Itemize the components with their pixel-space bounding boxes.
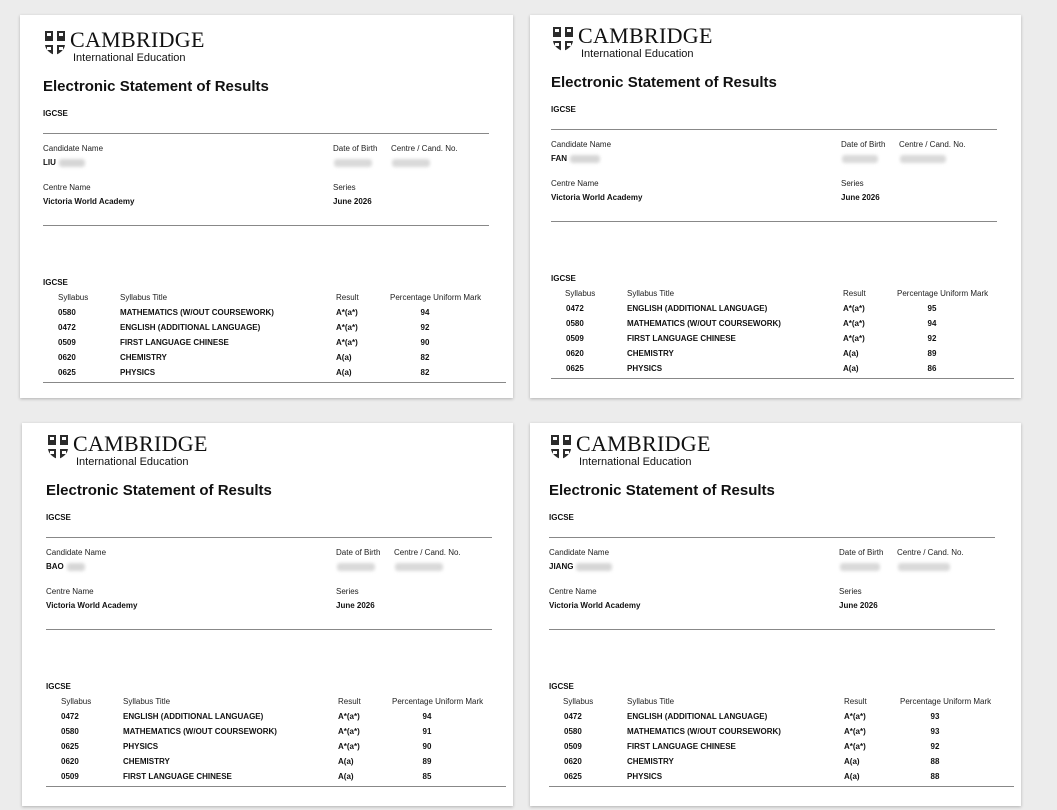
syllabus-title: ENGLISH (ADDITIONAL LANGUAGE) xyxy=(123,712,264,721)
redacted-centre-cand-no xyxy=(395,563,443,571)
percentage-uniform-mark: 93 xyxy=(930,712,940,721)
brand-name: CAMBRIDGE xyxy=(578,23,713,48)
centre-cand-no-label: Centre / Cand. No. xyxy=(391,144,458,153)
cambridge-shield-icon xyxy=(44,30,66,56)
grade: A(a) xyxy=(843,349,859,358)
cambridge-shield-icon xyxy=(552,26,574,52)
divider xyxy=(551,378,1014,379)
redacted-centre-cand-no xyxy=(392,159,430,167)
candidate-name-label: Candidate Name xyxy=(551,140,612,149)
brand-name: CAMBRIDGE xyxy=(70,27,205,52)
result-row xyxy=(530,772,1021,787)
syllabus-code: 0580 xyxy=(566,319,584,328)
brand-subtitle: International Education xyxy=(76,456,189,468)
brand-name: CAMBRIDGE xyxy=(576,431,711,456)
result-row xyxy=(22,727,513,742)
percentage-uniform-mark: 86 xyxy=(927,364,937,373)
cambridge-logo xyxy=(44,29,205,64)
brand-name: CAMBRIDGE xyxy=(73,431,208,456)
result-statement-card xyxy=(530,15,1021,398)
redacted-date-of-birth xyxy=(840,563,880,571)
syllabus-code: 0620 xyxy=(61,757,79,766)
date-of-birth-label: Date of Birth xyxy=(336,548,381,557)
percentage-uniform-mark: 85 xyxy=(422,772,432,781)
syllabus-code: 0472 xyxy=(564,712,582,721)
result-statement-card xyxy=(530,423,1021,806)
qualification-label: IGCSE xyxy=(551,105,576,114)
syllabus-column-header: Syllabus xyxy=(565,289,596,298)
syllabus-code: 0472 xyxy=(61,712,79,721)
syllabus-code: 0625 xyxy=(564,772,582,781)
grade: A*(a*) xyxy=(843,304,865,313)
percentage-uniform-mark: 95 xyxy=(927,304,937,313)
brand-text xyxy=(576,433,711,468)
centre-name-value: Victoria World Academy xyxy=(46,601,138,610)
results-section-title: IGCSE xyxy=(46,682,71,691)
syllabus-title: MATHEMATICS (W/OUT COURSEWORK) xyxy=(123,727,277,736)
result-row xyxy=(530,364,1021,379)
syllabus-title: PHYSICS xyxy=(123,742,159,751)
redacted-given-name xyxy=(67,563,85,571)
qualification-label: IGCSE xyxy=(43,109,68,118)
grade: A(a) xyxy=(338,772,354,781)
divider xyxy=(549,629,995,630)
percentage-uniform-mark: 89 xyxy=(422,757,432,766)
pum-column-header: Percentage Uniform Mark xyxy=(392,697,484,706)
syllabus-code: 0509 xyxy=(58,338,76,347)
grade: A*(a*) xyxy=(336,323,358,332)
brand-text xyxy=(70,29,205,64)
centre-name-value: Victoria World Academy xyxy=(43,197,135,206)
redacted-given-name xyxy=(576,563,612,571)
syllabus-title: FIRST LANGUAGE CHINESE xyxy=(123,772,232,781)
redacted-centre-cand-no xyxy=(900,155,946,163)
grade: A*(a*) xyxy=(338,727,360,736)
percentage-uniform-mark: 94 xyxy=(422,712,432,721)
result-row xyxy=(22,742,513,757)
brand-subtitle: International Education xyxy=(581,48,694,60)
percentage-uniform-mark: 88 xyxy=(930,757,940,766)
qualification-label: IGCSE xyxy=(46,513,71,522)
document-title: Electronic Statement of Results xyxy=(46,482,272,499)
divider xyxy=(46,786,506,787)
result-row xyxy=(530,304,1021,319)
syllabus-code: 0625 xyxy=(61,742,79,751)
percentage-uniform-mark: 89 xyxy=(927,349,937,358)
qualification-label: IGCSE xyxy=(549,513,574,522)
result-column-header: Result xyxy=(844,697,867,706)
syllabus-title-column-header: Syllabus Title xyxy=(120,293,168,302)
date-of-birth-label: Date of Birth xyxy=(841,140,886,149)
document-title: Electronic Statement of Results xyxy=(43,78,269,95)
cambridge-logo xyxy=(550,433,711,468)
syllabus-title: FIRST LANGUAGE CHINESE xyxy=(627,334,736,343)
series-value: June 2026 xyxy=(336,601,375,610)
candidate-surname: FAN xyxy=(551,154,567,163)
candidate-surname: BAO xyxy=(46,562,64,571)
syllabus-code: 0625 xyxy=(566,364,584,373)
percentage-uniform-mark: 92 xyxy=(927,334,937,343)
cambridge-logo xyxy=(552,25,713,60)
brand-text xyxy=(578,25,713,60)
date-of-birth-label: Date of Birth xyxy=(839,548,884,557)
result-row xyxy=(20,323,513,338)
syllabus-title: ENGLISH (ADDITIONAL LANGUAGE) xyxy=(120,323,261,332)
syllabus-title-column-header: Syllabus Title xyxy=(123,697,171,706)
syllabus-title-column-header: Syllabus Title xyxy=(627,697,675,706)
series-value: June 2026 xyxy=(841,193,880,202)
divider xyxy=(43,225,489,226)
percentage-uniform-mark: 92 xyxy=(930,742,940,751)
candidate-surname: LIU xyxy=(43,158,56,167)
syllabus-title: MATHEMATICS (W/OUT COURSEWORK) xyxy=(120,308,274,317)
grade: A(a) xyxy=(336,368,352,377)
grade: A*(a*) xyxy=(844,727,866,736)
percentage-uniform-mark: 90 xyxy=(422,742,432,751)
grade: A(a) xyxy=(844,757,860,766)
centre-name-label: Centre Name xyxy=(551,179,599,188)
cambridge-logo xyxy=(47,433,208,468)
candidate-surname: JIANG xyxy=(549,562,574,571)
result-row xyxy=(530,712,1021,727)
syllabus-title: CHEMISTRY xyxy=(123,757,170,766)
syllabus-code: 0509 xyxy=(564,742,582,751)
grade: A(a) xyxy=(338,757,354,766)
divider xyxy=(43,382,506,383)
grade: A*(a*) xyxy=(844,712,866,721)
centre-name-label: Centre Name xyxy=(46,587,94,596)
percentage-uniform-mark: 90 xyxy=(420,338,430,347)
divider xyxy=(46,537,492,538)
syllabus-code: 0509 xyxy=(566,334,584,343)
syllabus-code: 0620 xyxy=(564,757,582,766)
result-row xyxy=(530,349,1021,364)
syllabus-title: PHYSICS xyxy=(120,368,156,377)
results-section-title: IGCSE xyxy=(551,274,576,283)
candidate-name-label: Candidate Name xyxy=(46,548,107,557)
cambridge-shield-icon xyxy=(47,434,69,460)
candidate-name-value xyxy=(551,154,600,163)
document-title: Electronic Statement of Results xyxy=(549,482,775,499)
syllabus-title: ENGLISH (ADDITIONAL LANGUAGE) xyxy=(627,304,768,313)
syllabus-title: FIRST LANGUAGE CHINESE xyxy=(120,338,229,347)
percentage-uniform-mark: 94 xyxy=(420,308,430,317)
redacted-given-name xyxy=(59,159,85,167)
result-row xyxy=(20,353,513,368)
grade: A(a) xyxy=(844,772,860,781)
pum-column-header: Percentage Uniform Mark xyxy=(390,293,482,302)
series-value: June 2026 xyxy=(839,601,878,610)
syllabus-code: 0472 xyxy=(58,323,76,332)
redacted-date-of-birth xyxy=(842,155,878,163)
syllabus-code: 0580 xyxy=(58,308,76,317)
syllabus-code: 0580 xyxy=(564,727,582,736)
divider xyxy=(549,537,995,538)
grade: A*(a*) xyxy=(336,308,358,317)
syllabus-code: 0580 xyxy=(61,727,79,736)
result-row xyxy=(20,368,513,383)
syllabus-title: MATHEMATICS (W/OUT COURSEWORK) xyxy=(627,727,781,736)
candidate-name-value xyxy=(549,562,612,571)
candidate-name-label: Candidate Name xyxy=(549,548,610,557)
syllabus-title: CHEMISTRY xyxy=(627,349,674,358)
result-row xyxy=(20,338,513,353)
percentage-uniform-mark: 82 xyxy=(420,368,430,377)
centre-cand-no-label: Centre / Cand. No. xyxy=(899,140,966,149)
series-label: Series xyxy=(839,587,862,596)
syllabus-code: 0625 xyxy=(58,368,76,377)
syllabus-column-header: Syllabus xyxy=(563,697,594,706)
grade: A*(a*) xyxy=(336,338,358,347)
syllabus-title: PHYSICS xyxy=(627,772,663,781)
centre-cand-no-label: Centre / Cand. No. xyxy=(897,548,964,557)
syllabus-column-header: Syllabus xyxy=(58,293,89,302)
date-of-birth-label: Date of Birth xyxy=(333,144,378,153)
result-row xyxy=(530,757,1021,772)
results-section-title: IGCSE xyxy=(549,682,574,691)
result-row xyxy=(530,334,1021,349)
syllabus-code: 0472 xyxy=(566,304,584,313)
syllabus-title: ENGLISH (ADDITIONAL LANGUAGE) xyxy=(627,712,768,721)
divider xyxy=(43,133,489,134)
syllabus-code: 0620 xyxy=(566,349,584,358)
syllabus-title: CHEMISTRY xyxy=(627,757,674,766)
result-statement-card xyxy=(20,15,513,398)
brand-text xyxy=(73,433,208,468)
result-row xyxy=(22,757,513,772)
redacted-given-name xyxy=(570,155,600,163)
result-row xyxy=(22,712,513,727)
grade: A*(a*) xyxy=(338,712,360,721)
result-row xyxy=(20,308,513,323)
result-row xyxy=(530,319,1021,334)
syllabus-column-header: Syllabus xyxy=(61,697,92,706)
series-label: Series xyxy=(333,183,356,192)
result-row xyxy=(530,742,1021,757)
brand-subtitle: International Education xyxy=(579,456,692,468)
result-row xyxy=(22,772,513,787)
result-column-header: Result xyxy=(843,289,866,298)
divider xyxy=(46,629,492,630)
brand-subtitle: International Education xyxy=(73,52,186,64)
grade: A*(a*) xyxy=(844,742,866,751)
centre-name-value: Victoria World Academy xyxy=(551,193,643,202)
percentage-uniform-mark: 94 xyxy=(927,319,937,328)
redacted-date-of-birth xyxy=(334,159,372,167)
grade: A(a) xyxy=(336,353,352,362)
cambridge-shield-icon xyxy=(550,434,572,460)
pum-column-header: Percentage Uniform Mark xyxy=(900,697,992,706)
result-statement-card xyxy=(22,423,513,806)
grade: A*(a*) xyxy=(338,742,360,751)
result-column-header: Result xyxy=(338,697,361,706)
grade: A(a) xyxy=(843,364,859,373)
percentage-uniform-mark: 91 xyxy=(422,727,432,736)
centre-name-label: Centre Name xyxy=(43,183,91,192)
percentage-uniform-mark: 82 xyxy=(420,353,430,362)
syllabus-code: 0509 xyxy=(61,772,79,781)
syllabus-title: PHYSICS xyxy=(627,364,663,373)
syllabus-title: FIRST LANGUAGE CHINESE xyxy=(627,742,736,751)
redacted-centre-cand-no xyxy=(898,563,950,571)
syllabus-code: 0620 xyxy=(58,353,76,362)
centre-cand-no-label: Centre / Cand. No. xyxy=(394,548,461,557)
syllabus-title: CHEMISTRY xyxy=(120,353,167,362)
divider xyxy=(551,221,997,222)
syllabus-title: MATHEMATICS (W/OUT COURSEWORK) xyxy=(627,319,781,328)
centre-name-value: Victoria World Academy xyxy=(549,601,641,610)
series-label: Series xyxy=(336,587,359,596)
centre-name-label: Centre Name xyxy=(549,587,597,596)
result-column-header: Result xyxy=(336,293,359,302)
document-title: Electronic Statement of Results xyxy=(551,74,777,91)
candidate-name-label: Candidate Name xyxy=(43,144,104,153)
pum-column-header: Percentage Uniform Mark xyxy=(897,289,989,298)
grade: A*(a*) xyxy=(843,334,865,343)
percentage-uniform-mark: 92 xyxy=(420,323,430,332)
series-value: June 2026 xyxy=(333,197,372,206)
candidate-name-value xyxy=(46,562,85,571)
redacted-date-of-birth xyxy=(337,563,375,571)
percentage-uniform-mark: 88 xyxy=(930,772,940,781)
grade: A*(a*) xyxy=(843,319,865,328)
syllabus-title-column-header: Syllabus Title xyxy=(627,289,675,298)
divider xyxy=(551,129,997,130)
results-section-title: IGCSE xyxy=(43,278,68,287)
divider xyxy=(549,786,1014,787)
candidate-name-value xyxy=(43,158,85,167)
percentage-uniform-mark: 93 xyxy=(930,727,940,736)
series-label: Series xyxy=(841,179,864,188)
result-row xyxy=(530,727,1021,742)
